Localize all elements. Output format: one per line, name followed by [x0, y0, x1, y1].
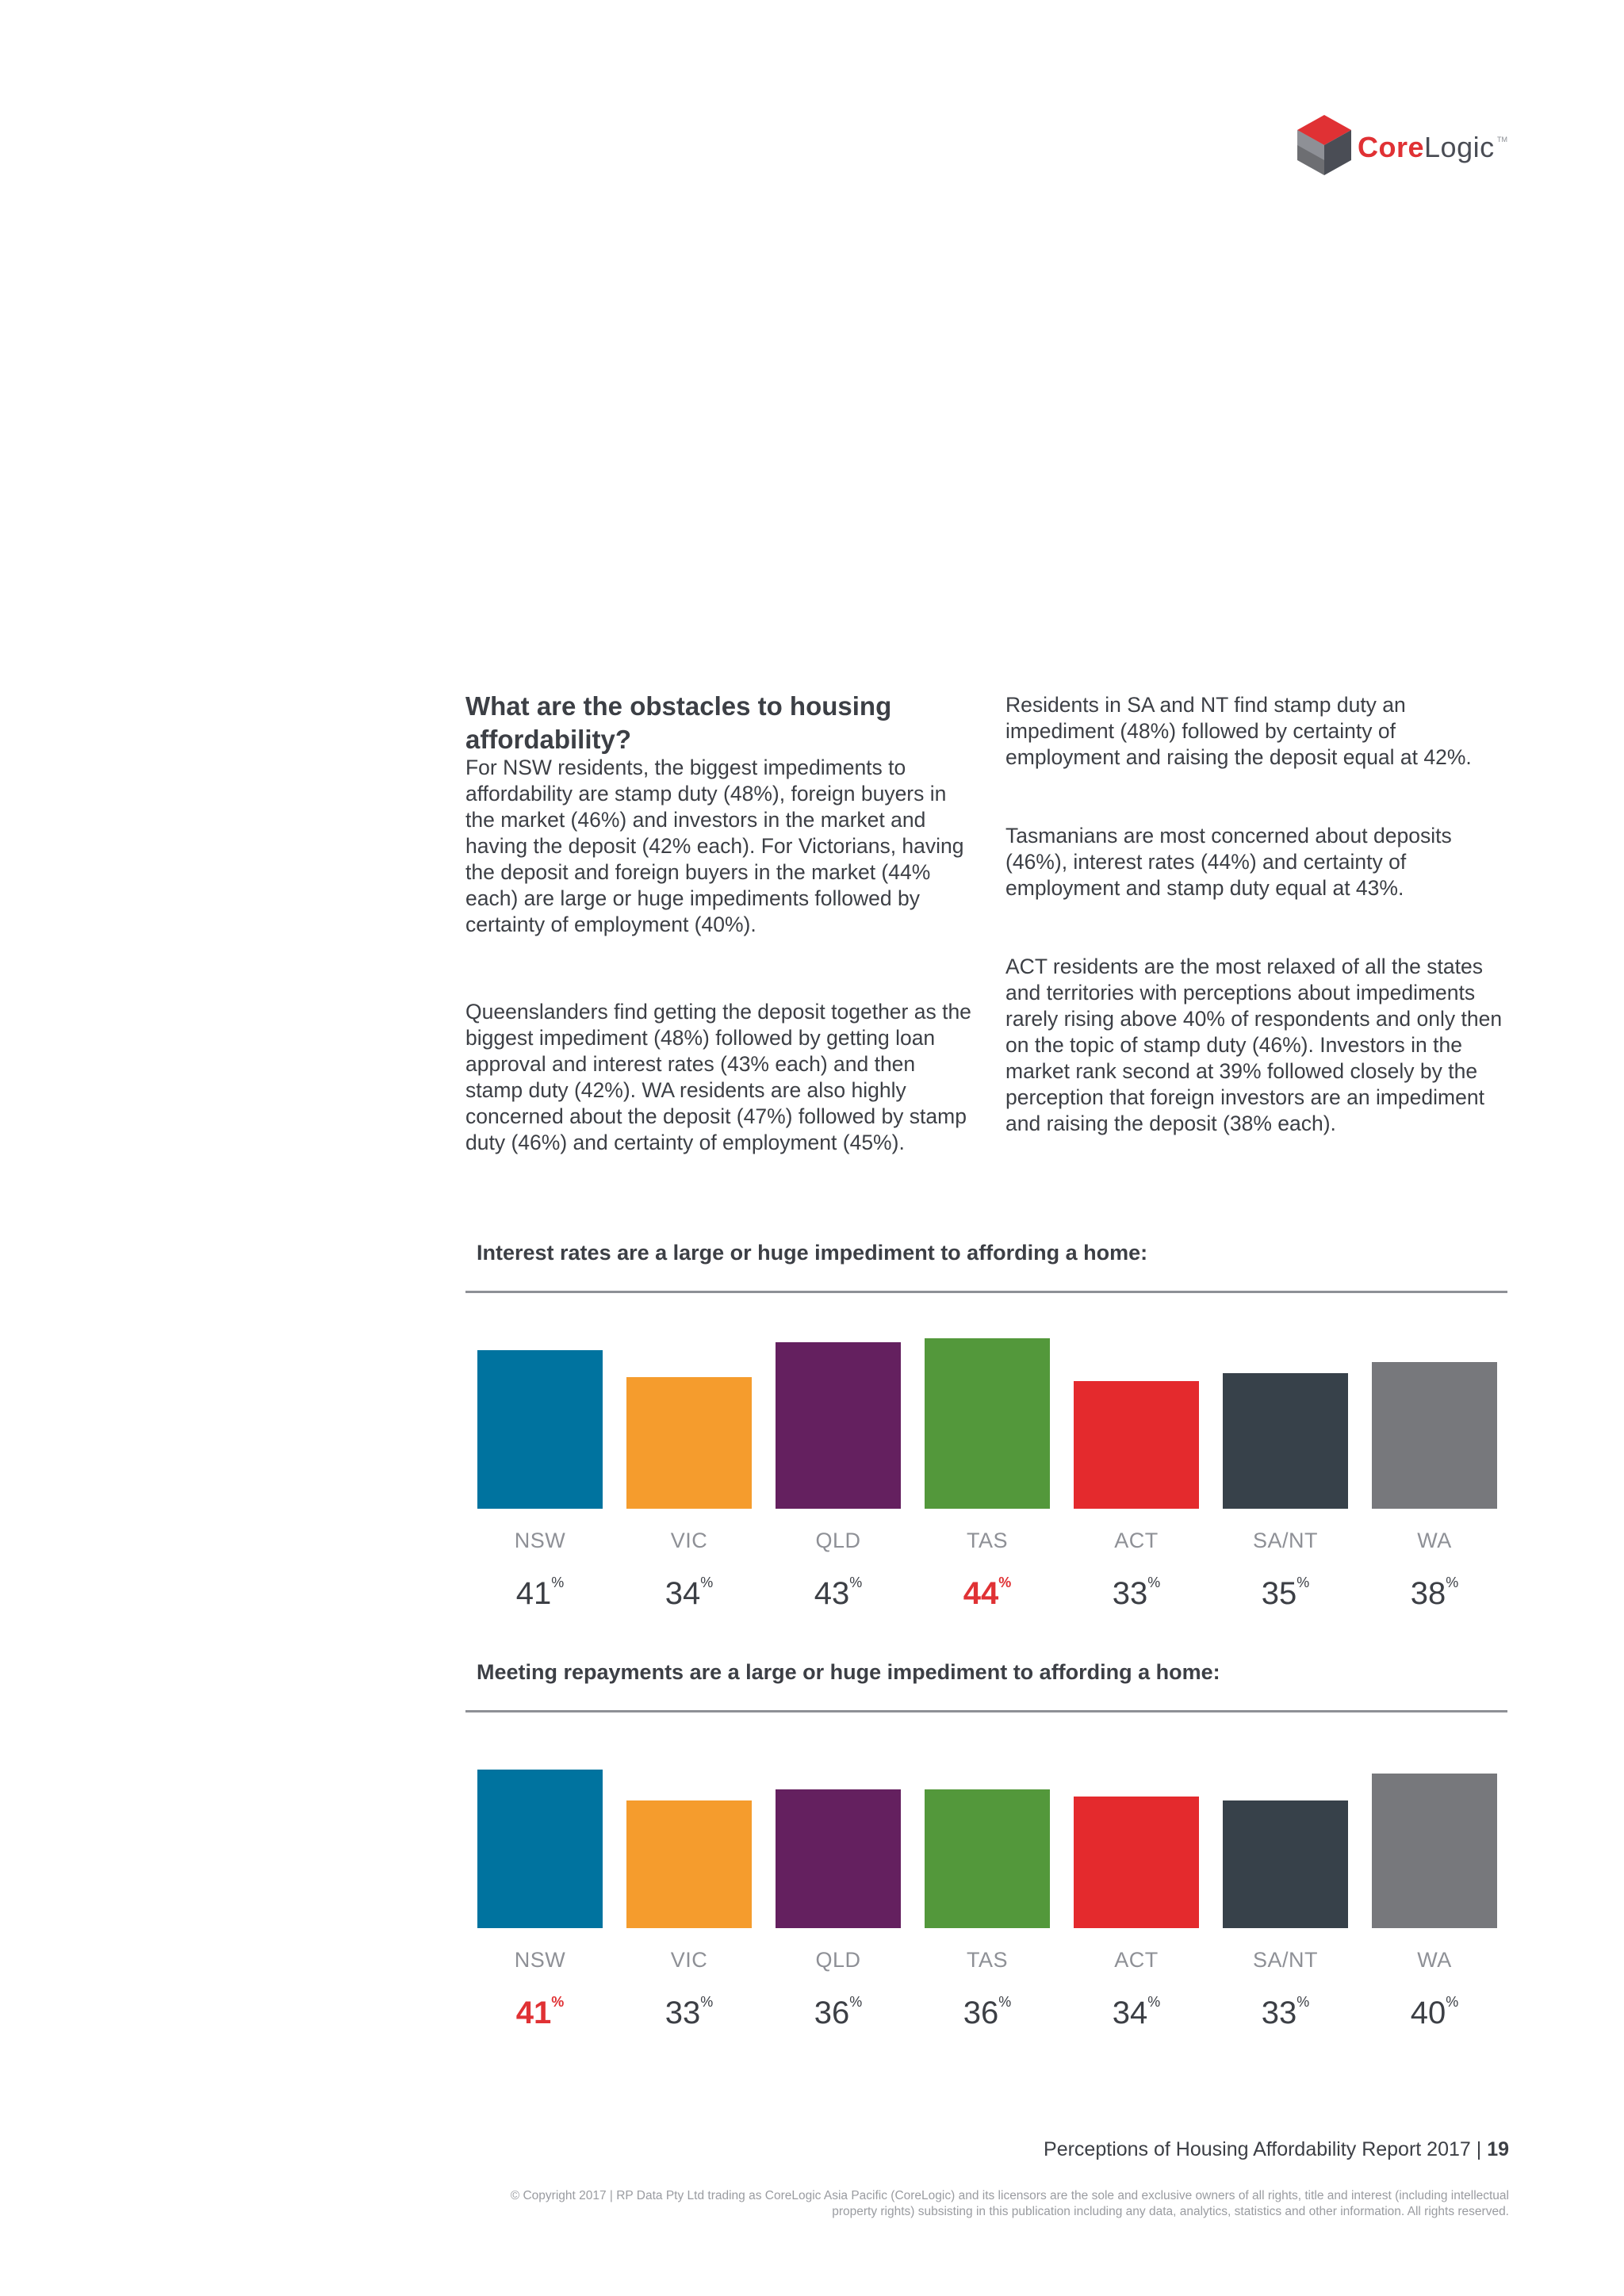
- category-label: VIC: [670, 1948, 708, 1972]
- value-label: 36%: [963, 1994, 1012, 2030]
- chart-2-divider: [465, 1710, 1507, 1712]
- value-label: 40%: [1410, 1994, 1459, 2030]
- value-label: 34%: [1112, 1994, 1161, 2030]
- category-label: TAS: [966, 1948, 1008, 1972]
- paragraph-act: ACT residents are the most relaxed of all the states and territories with perceptions about impediments rarely rising above 40% of respondents and only then on the topic of stamp duty (46%). Investors in the market rank second at 39% followed closely by the perception that foreign investors are an impediment and raising the deposit (38% each).: [1005, 955, 1503, 1135]
- value-label: 44%: [963, 1575, 1012, 1611]
- value-label: 36%: [814, 1994, 863, 2030]
- section-heading: What are the obstacles to housing affordability?: [465, 691, 892, 754]
- category-label: WA: [1417, 1948, 1452, 1972]
- paragraph-tas: Tasmanians are most concerned about deposits (46%), interest rates (44%) and certainty of employment and stamp duty equal at 43%.: [1005, 824, 1452, 900]
- category-label: NSW: [514, 1948, 566, 1972]
- bar-vic: [626, 1800, 752, 1928]
- bar-act: [1074, 1381, 1199, 1509]
- category-label: TAS: [966, 1529, 1008, 1552]
- corelogic-logo: [1297, 115, 1507, 178]
- value-label: 34%: [665, 1575, 714, 1611]
- category-label: VIC: [670, 1529, 708, 1552]
- bar-act: [1074, 1797, 1199, 1928]
- chart-2-title: Meeting repayments are a large or huge impediment to affording a home:: [477, 1660, 1220, 1684]
- category-label: QLD: [815, 1529, 861, 1552]
- category-label: QLD: [815, 1948, 861, 1972]
- value-label: 33%: [1261, 1994, 1310, 2030]
- value-label: 38%: [1410, 1575, 1459, 1611]
- value-label: 35%: [1261, 1575, 1310, 1611]
- logo-trademark: TM: [1497, 136, 1507, 144]
- paragraph-qld-wa: Queenslanders find getting the deposit together as the biggest impediment (48%) followed by getting loan approval and interest rates (43% each) and then stamp duty (42%). WA residents are also highly concerned about the deposit (47%) followed by stamp duty (46%) and certainty of employment (45%).: [465, 1000, 971, 1154]
- copyright-notice: © Copyright 2017 | RP Data Pty Ltd trading as CoreLogic Asia Pacific (CoreLogic) and its licensors are the sole and exclusive owners of all rights, title and interest (including intellectual property rights) subsisting in this publication including any data, analytics, statistics and other information. All rights reserved.: [510, 2189, 1509, 2218]
- paragraph-sa-nt: Residents in SA and NT find stamp duty an impediment (48%) followed by certainty of employment and raising the deposit equal at 42%.: [1005, 693, 1472, 769]
- logo-wordmark: CoreLogic: [1358, 131, 1495, 163]
- report-title: Perceptions of Housing Affordability Report 2017 |: [1044, 2138, 1488, 2160]
- value-label: 41%: [515, 1994, 565, 2030]
- value-label: 33%: [1112, 1575, 1161, 1611]
- bar-wa: [1372, 1362, 1497, 1509]
- category-label: NSW: [514, 1529, 566, 1552]
- chart-1-divider: [465, 1291, 1507, 1293]
- value-label: 33%: [665, 1994, 714, 2030]
- category-label: SA/NT: [1252, 1529, 1318, 1552]
- bar-qld: [776, 1342, 901, 1509]
- bar-vic: [626, 1377, 752, 1509]
- page-footer: [872, 2138, 1509, 2161]
- bar-nsw: [477, 1350, 603, 1509]
- category-label: SA/NT: [1252, 1948, 1318, 1972]
- category-label: ACT: [1114, 1948, 1159, 1972]
- bar-nsw: [477, 1770, 603, 1928]
- chart-1-title: Interest rates are a large or huge impediment to affording a home:: [477, 1241, 1148, 1265]
- bar-qld: [776, 1789, 901, 1928]
- paragraph-nsw-vic: For NSW residents, the biggest impediments to affordability are stamp duty (48%), foreign buyers in the market (46%) and investors in the market and having the deposit (42% each). For Victorians, having the deposit and foreign buyers in the market (44% each) are large or huge impediments followed by certainty of employment (40%).: [465, 756, 964, 936]
- category-label: WA: [1417, 1529, 1452, 1552]
- bar-wa: [1372, 1774, 1497, 1928]
- bar-sa-nt: [1223, 1800, 1348, 1928]
- logo-cube-icon: [1297, 115, 1351, 175]
- page-number: 19: [1487, 2138, 1509, 2160]
- bar-sa-nt: [1223, 1373, 1348, 1509]
- bar-tas: [925, 1789, 1050, 1928]
- bar-tas: [925, 1338, 1050, 1509]
- category-label: ACT: [1114, 1529, 1159, 1552]
- value-label: 43%: [814, 1575, 863, 1611]
- value-label: 41%: [515, 1575, 565, 1611]
